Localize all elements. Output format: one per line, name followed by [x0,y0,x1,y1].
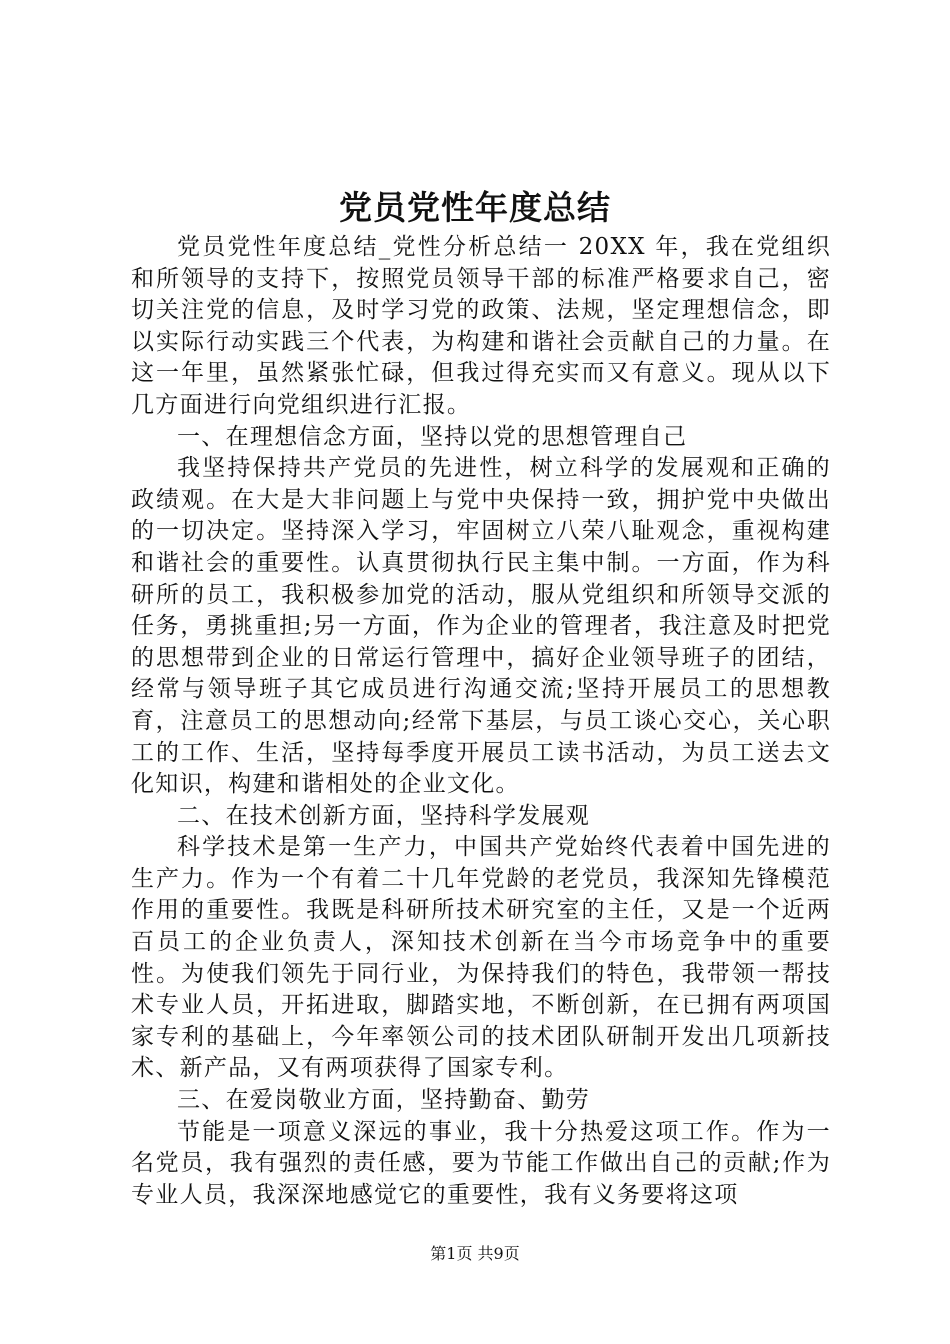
section-3-paragraph: 节能是一项意义深远的事业，我十分热爱这项工作。作为一名党员，我有强烈的责任感，要为节能工作做出自己的贡献;作为专业人员，我深深地感觉它的重要性，我有义务要将这项 [131,1118,831,1208]
document-title: 党员党性年度总结 [339,188,611,227]
document-body [131,232,831,1211]
section-1-paragraph: 我坚持保持共产党员的先进性，树立科学的发展观和正确的政绩观。在大是大非问题上与党中央保持一致，拥护党中央做出的一切决定。坚持深入学习，牢固树立八荣八耻观念，重视构建和谐社会的重要性。认真贯彻执行民主集中制。一方面，作为科研所的员工，我积极参加党的活动，服从党组织和所领导交派的任务，勇挑重担;另一方面，作为企业的管理者，我注意及时把党的思想带到企业的日常运行管理中，搞好企业领导班子的团结，经常与领导班子其它成员进行沟通交流;坚持开展员工的思想教育，注意员工的思想动向;经常下基层，与员工谈心交心，关心职工的工作、生活，坚持每季度开展员工读书活动，为员工送去文化知识，构建和谐相处的企业文化。 [131,455,831,798]
page-number-footer: 第1页 共9页 [430,1244,520,1263]
section-2-paragraph: 科学技术是第一生产力，中国共产党始终代表着中国先进的生产力。作为一个有着二十几年党龄的老党员，我深知先锋模范作用的重要性。我既是科研所技术研究室的主任，又是一个近两百员工的企业负责人，深知技术创新在当今市场竞争中的重要性。为使我们领先于同行业，为保持我们的特色，我带领一帮技术专业人员，开拓进取，脚踏实地，不断创新，在已拥有两项国家专利的基础上，今年率领公司的技术团队研制开发出几项新技术、新产品，又有两项获得了国家专利。 [131,834,831,1082]
intro-paragraph: 党员党性年度总结_党性分析总结一 20XX 年，我在党组织和所领导的支持下，按照党员领导干部的标准严格要求自己，密切关注党的信息，及时学习党的政策、法规，坚定理想信念，即以实际行动实践三个代表，为构建和谐社会贡献自己的力量。在这一年里，虽然紧张忙碌，但我过得充实而又有意义。现从以下几方面进行向党组织进行汇报。 [131,234,831,418]
section-heading-3: 三、在爱岗敬业方面，坚持勤奋、勤劳 [177,1087,591,1114]
section-heading-1: 一、在理想信念方面，坚持以党的思想管理自己 [177,423,688,450]
section-heading-2: 二、在技术创新方面，坚持科学发展观 [177,802,591,829]
